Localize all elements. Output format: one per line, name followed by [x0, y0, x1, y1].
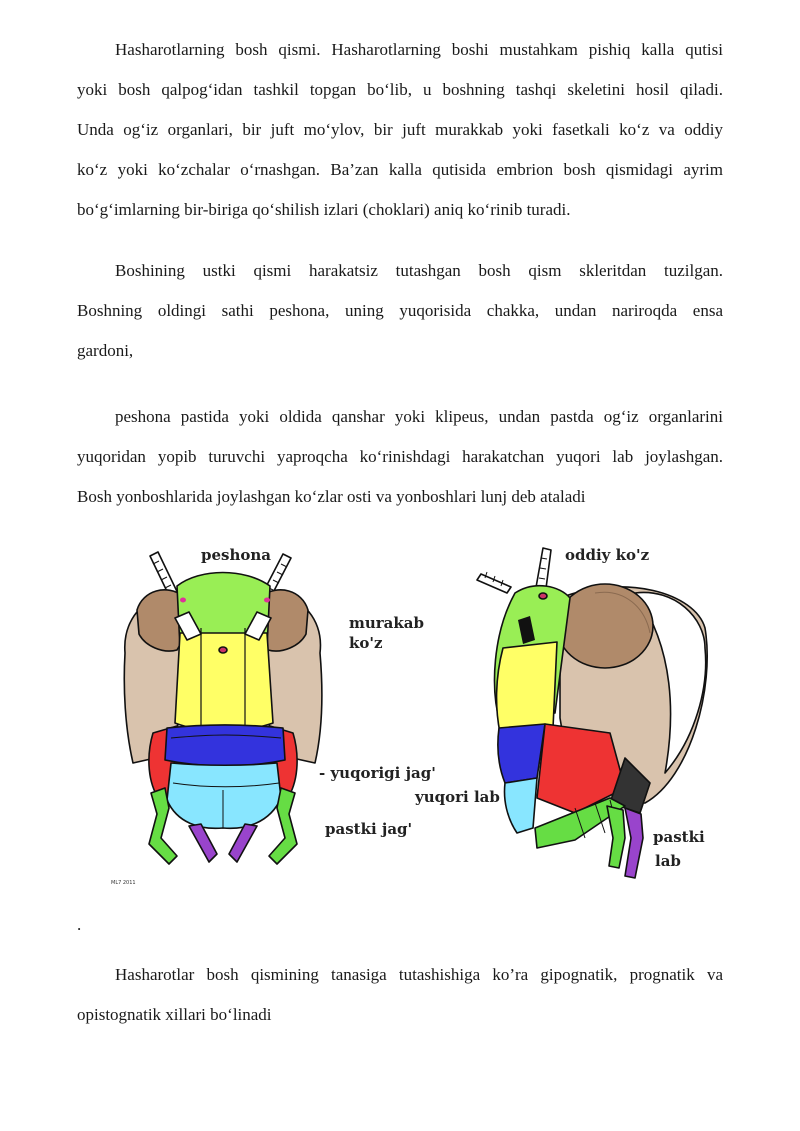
text-line: Unda og‘iz organlari, bir juft mo‘ylov, bir juft murakkab yoki fasetkali ko‘z va oddiy: [77, 120, 723, 139]
label-murakkab-koz-2: ko'z: [349, 634, 383, 652]
labium-right: [229, 824, 257, 862]
insect-head-illustration: [105, 538, 725, 893]
paragraph-head-types: [77, 955, 723, 1035]
label-murakkab-koz-1: murakab: [349, 614, 424, 632]
labrum: [167, 763, 281, 828]
label-oddiy-koz: oddiy ko'z: [565, 546, 650, 564]
paragraph-head-front: [77, 397, 723, 517]
front-view-head: [124, 552, 322, 864]
clypeus: [165, 725, 285, 766]
label-pastki-lab-2: lab: [655, 852, 681, 870]
label-pastki-jag: pastki jag': [325, 820, 413, 838]
text-line: ko‘z yoki ko‘zchalar o‘rnashgan. Ba’zan kalla qutisida embrion bosh qismidagi ayrim: [77, 160, 723, 179]
text-line: opistognatik xillari bo‘linadi: [77, 1005, 272, 1024]
text-line: Hasharotlar bosh qismining tanasiga tutashishiga ko’ra gipognatik, prognatik va: [115, 965, 723, 984]
text-line: Boshning oldingi sathi peshona, uning yuqorisida chakka, undan nariroqda ensa: [77, 301, 723, 320]
label-yuqorigi-jag: - yuqorigi jag': [319, 764, 436, 782]
text-line: Bosh yonboshlarida joylashgan ko‘zlar osti va yonboshlari lunj deb ataladi: [77, 487, 586, 506]
label-pastki-lab-1: pastki: [653, 828, 705, 846]
text-line: peshona pastida yoki oldida qanshar yoki klipeus, undan pastda og‘iz organlarini: [115, 407, 723, 426]
text-line: bo‘g‘imlarning bir-biriga qo‘shilish izlari (choklari) aniq ko‘rinib turadi.: [77, 200, 571, 219]
paragraph-head-top: [77, 251, 723, 371]
label-yuqori-lab: yuqori lab: [415, 788, 500, 806]
stray-dot: .: [77, 915, 82, 934]
text-line: gardoni,: [77, 341, 134, 360]
paragraph-head-intro: [77, 30, 723, 230]
insect-head-figure: [105, 538, 725, 893]
text-line: Hasharotlarning bosh qismi. Hasharotlarning boshi mustahkam pishiq kalla qutisi: [115, 40, 723, 59]
text-line: yuqoridan yopib turuvchi yaproqcha ko‘rinishdagi harakatchan yuqori lab joylashgan.: [77, 447, 723, 466]
labium-left: [189, 824, 217, 862]
label-peshona: peshona: [201, 546, 272, 564]
text-line: yoki bosh qalpog‘idan tashkil topgan bo‘lib, u boshning tashqi skeletini hosil qiladi.: [77, 80, 723, 99]
side-frons: [497, 642, 557, 733]
text-line: Boshining ustki qismi harakatsiz tutashgan bosh qism skleritdan tuzilgan.: [115, 261, 723, 280]
side-compound-eye: [557, 584, 653, 668]
figure-credit: ML7 2011: [111, 880, 136, 886]
